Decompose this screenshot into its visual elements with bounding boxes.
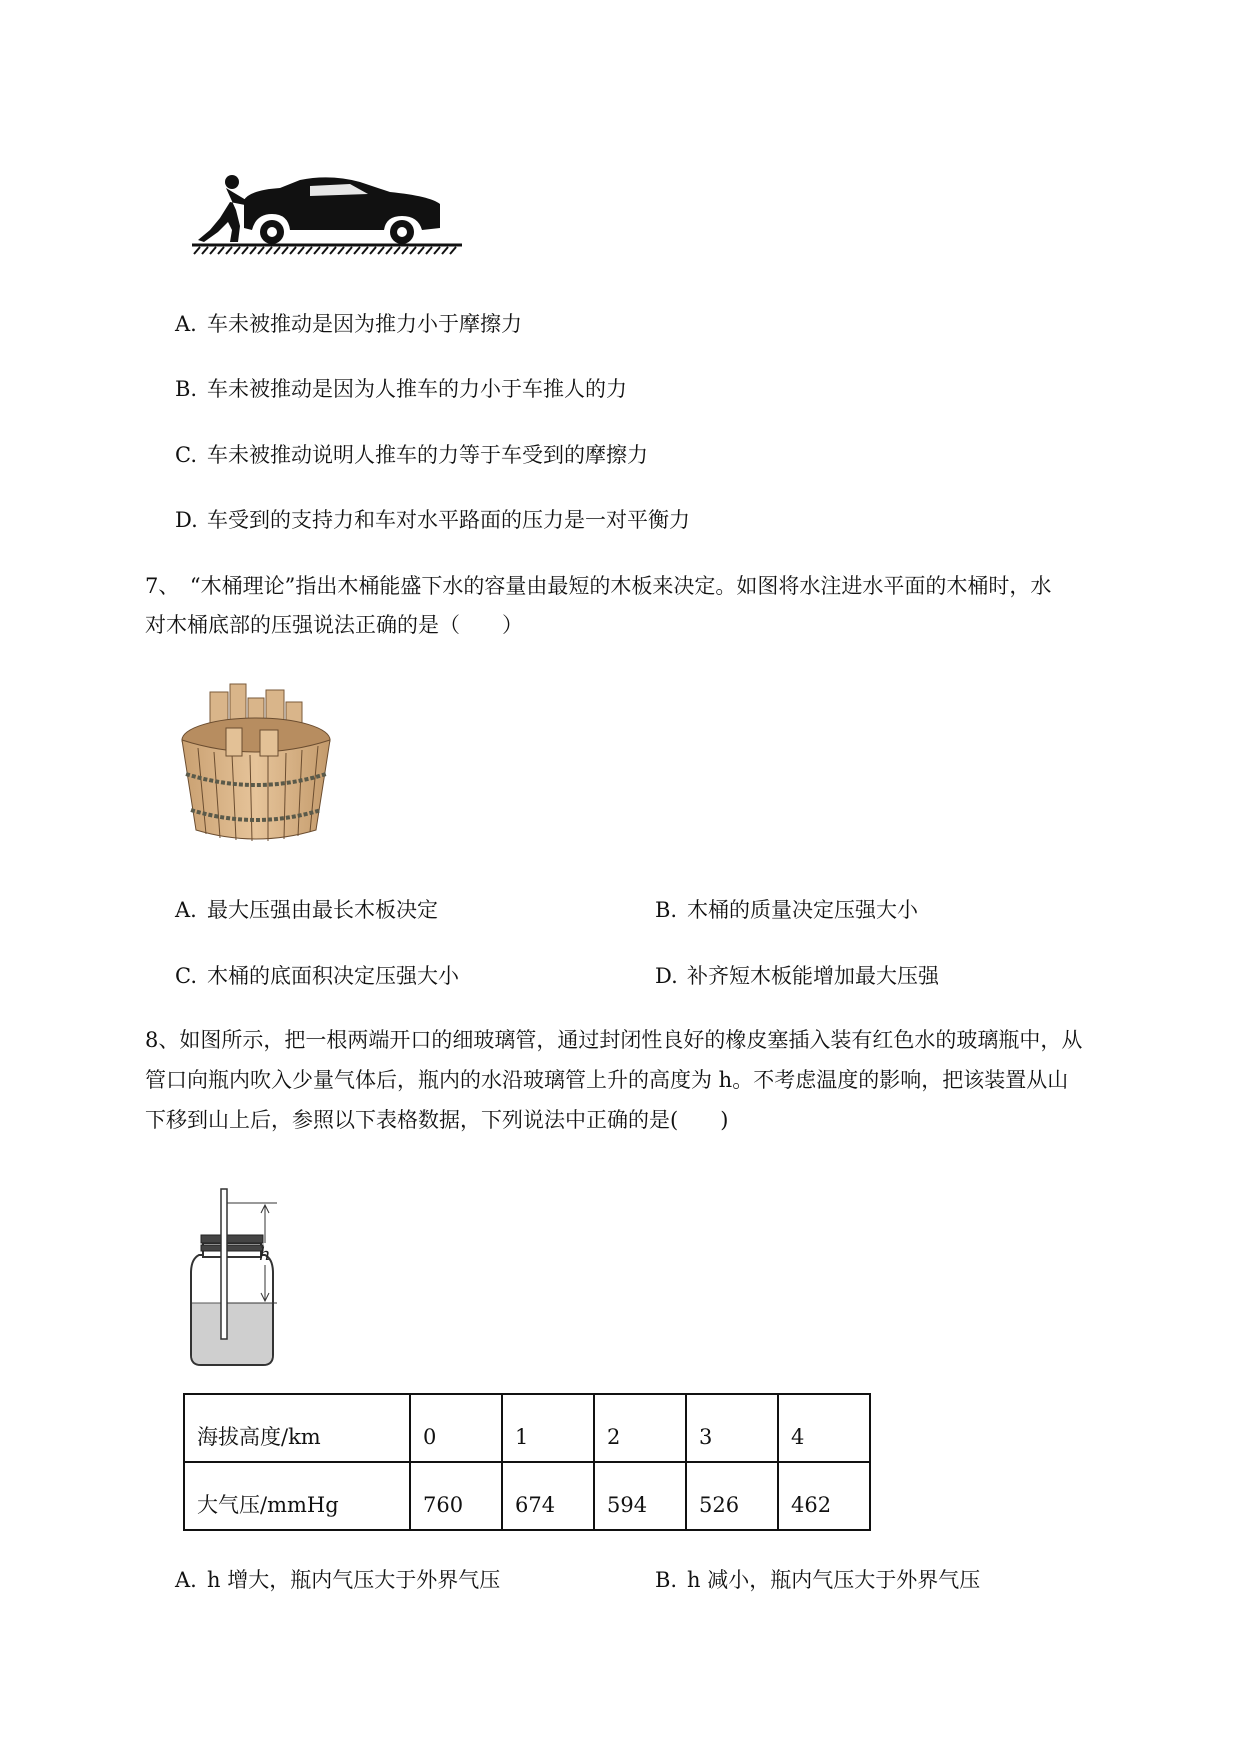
table-cell: 674 [502,1462,594,1530]
table-cell: 4 [778,1394,870,1462]
option-text: 车受到的支持力和车对水平路面的压力是一对平衡力 [207,508,690,532]
q7-option-a [175,896,438,924]
option-letter: C. [175,964,197,988]
q7-option-b [655,896,918,924]
altitude-pressure-table [183,1393,871,1531]
option-text: 车未被推动是因为人推车的力小于车推人的力 [207,377,627,401]
option-text: 木桶的质量决定压强大小 [687,898,918,922]
q6-option-b [175,375,627,403]
table-cell: 760 [410,1462,502,1530]
option-text: h 增大，瓶内气压大于外界气压 [207,1568,501,1592]
table-cell: 2 [594,1394,686,1462]
option-text: 木桶的底面积决定压强大小 [207,964,459,988]
table-row [184,1394,870,1462]
q7-option-c [175,962,459,990]
table-cell: 594 [594,1462,686,1530]
q6-option-a [175,310,522,338]
q6-option-c [175,441,648,469]
option-text: h 减小，瓶内气压大于外界气压 [687,1568,981,1592]
q6-option-d [175,506,690,534]
table-cell: 526 [686,1462,778,1530]
option-letter: D. [175,508,198,532]
option-text: 车未被推动是因为推力小于摩擦力 [207,312,522,336]
option-letter: A. [175,1568,197,1592]
q7-stem-line1: 7、 “木桶理论”指出木桶能盛下水的容量由最短的木板来决定。如图将水注进水平面的木桶时，水 [145,574,1052,598]
option-letter: D. [655,964,678,988]
table-cell: 1 [502,1394,594,1462]
q8-stem-line2: 管口向瓶内吹入少量气体后，瓶内的水沿玻璃管上升的高度为 h。不考虑温度的影响，把该装置从山 [145,1068,1069,1092]
table-cell: 462 [778,1462,870,1530]
option-letter: B. [655,898,678,922]
q8-option-b [655,1566,980,1594]
wooden-bucket-figure [178,680,333,845]
option-text: 最大压强由最长木板决定 [207,898,438,922]
option-letter: A. [175,312,197,336]
car-push-figure [190,170,465,255]
height-label: h [259,1244,271,1265]
table-cell: 3 [686,1394,778,1462]
option-letter: B. [175,377,198,401]
q8-option-a [175,1566,500,1594]
option-letter: B. [655,1568,678,1592]
table-cell: 0 [410,1394,502,1462]
q7-option-d [655,962,939,990]
option-text: 车未被推动说明人推车的力等于车受到的摩擦力 [207,443,648,467]
table-cell: 海拔高度/km [184,1394,410,1462]
table-row [184,1462,870,1530]
q8-stem-line3: 下移到山上后，参照以下表格数据，下列说法中正确的是( ) [145,1108,729,1132]
option-letter: C. [175,443,197,467]
q8-stem-line1: 8、如图所示，把一根两端开口的细玻璃管，通过封闭性良好的橡皮塞插入装有红色水的玻璃瓶中，从 [145,1028,1083,1052]
q7-stem-line2: 对木桶底部的压强说法正确的是（ ） [145,613,523,637]
option-text: 补齐短木板能增加最大压强 [687,964,939,988]
table-cell: 大气压/mmHg [184,1462,410,1530]
bottle-tube-figure [185,1185,285,1370]
option-letter: A. [175,898,197,922]
